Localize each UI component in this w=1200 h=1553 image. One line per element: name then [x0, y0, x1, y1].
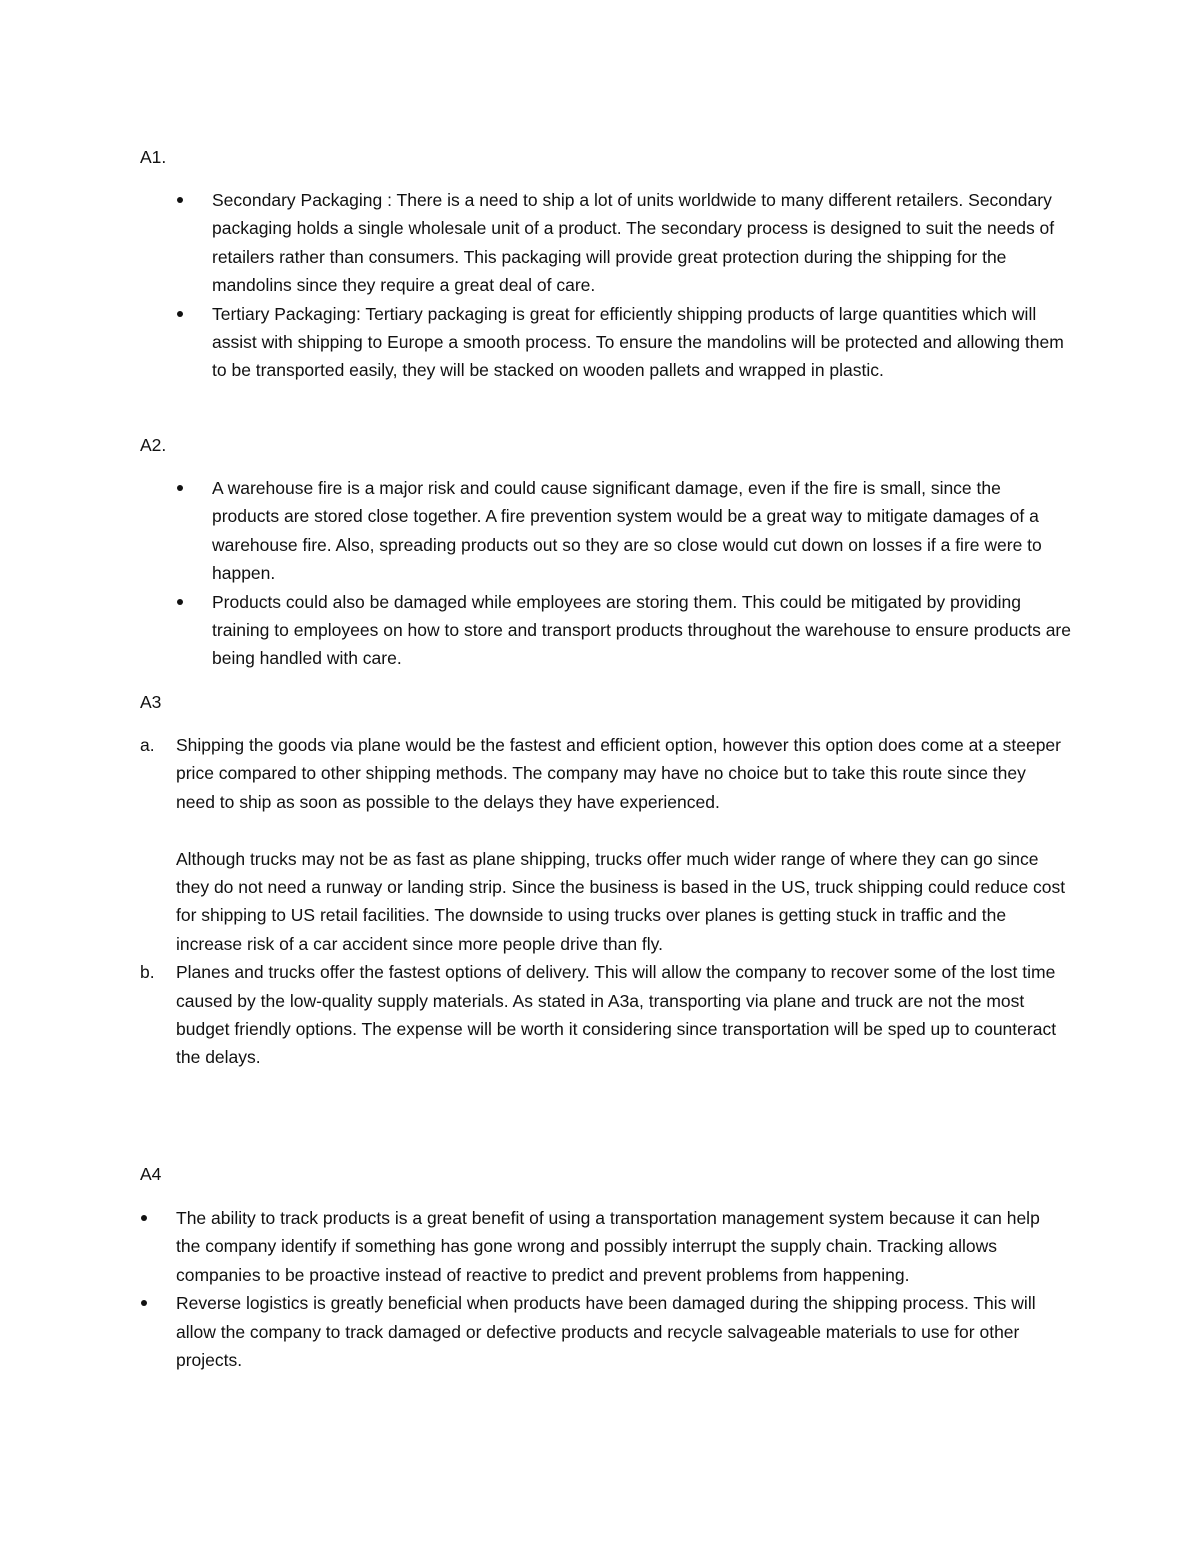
- a2-bullet-list: [212, 474, 1072, 673]
- list-item: Tertiary Packaging: Tertiary packaging is great for efficiently shipping products of large quantities which will assist with shipping to Europe a smooth process. To ensure the mandolins will be protected and allowing them to be transported easily, they will be stacked on wooden pallets and wrapped in plastic.: [212, 300, 1072, 385]
- list-item: A warehouse fire is a major risk and could cause significant damage, even if the fire is small, since the products are stored close together. A fire prevention system would be a great way to mitigate damages of a warehouse fire. Also, spreading products out so they are so close would cut down on losses if a fire were to happen.: [212, 474, 1072, 588]
- list-marker: a.: [140, 735, 155, 755]
- section-heading-a4: A4: [140, 1164, 162, 1184]
- list-item: The ability to track products is a great benefit of using a transportation management system because it can help the company identify if something has gone wrong and possibly interrupt the supply chain. Tracking allows companies to be proactive instead of reactive to predict and prevent problems from happening.: [176, 1204, 1066, 1289]
- list-item: [140, 958, 1066, 1072]
- list-item: [140, 731, 1066, 958]
- paragraph: Shipping the goods via plane would be the fastest and efficient option, however this option does come at a steeper price compared to other shipping methods. The company may have no choice but to take this route since they need to ship as soon as possible to the delays they have experienced.: [176, 735, 1061, 812]
- list-marker: b.: [140, 962, 155, 983]
- paragraph-spacer: [176, 816, 1066, 844]
- section-heading-a2: A2.: [140, 435, 167, 455]
- a3-lettered-list: [140, 731, 1066, 1072]
- list-item: Secondary Packaging : There is a need to ship a lot of units worldwide to many different retailers. Secondary packaging holds a single wholesale unit of a product. The secondary process is designed to suit the needs of retailers rather than consumers. This packaging will provide great protection during the shipping for the mandolins since they require a great deal of care.: [212, 186, 1072, 300]
- paragraph: Although trucks may not be as fast as plane shipping, trucks offer much wider range of where they can go since they do not need a runway or landing strip. Since the business is based in the US, truck shipping could reduce cost for shipping to US retail facilities. The downside to using trucks over planes is getting stuck in traffic and the increase risk of a car accident since more people drive than fly.: [176, 848, 1066, 954]
- a4-bullet-list: [176, 1204, 1066, 1374]
- section-heading-a1: A1.: [140, 147, 167, 167]
- list-item: Products could also be damaged while employees are storing them. This could be mitigated by providing training to employees on how to store and transport products throughout the warehouse to ensure products are being handled with care.: [212, 588, 1072, 673]
- a1-bullet-list: [212, 186, 1072, 385]
- list-item: Reverse logistics is greatly beneficial when products have been damaged during the shipping process. This will allow the company to track damaged or defective products and recycle salvageable materials to use for other projects.: [176, 1289, 1066, 1374]
- section-heading-a3: A3: [140, 692, 162, 712]
- paragraph: Planes and trucks offer the fastest options of delivery. This will allow the company to recover some of the lost time caused by the low-quality supply materials. As stated in A3a, transporting via plane and truck are not the most budget friendly options. The expense will be worth it considering since transportation will be sped up to counteract the delays.: [176, 962, 1057, 1068]
